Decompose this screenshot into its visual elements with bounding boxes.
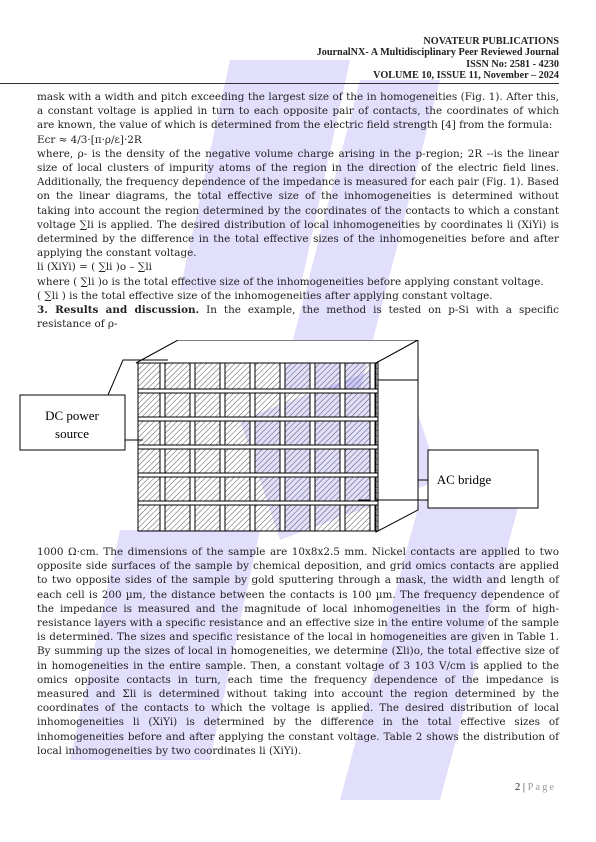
paragraph: mask with a width and pitch exceeding the largest size of the in homogeneities (Fig. 1). After this, a constant voltage is applied in turn to each opposite pair of contacts, the coordinates of which are known, the value of which is determined from the electric field strength [4] from the formula: <box>37 91 559 132</box>
ac-label: AC bridge <box>436 472 492 487</box>
paragraph: where ( ∑li )o is the total effective size of the inhomogeneities before applying constant voltage. <box>37 275 544 288</box>
issn: ISSN No: 2581 - 4230 <box>466 58 559 70</box>
grid-cells <box>138 363 378 531</box>
paragraph: ( ∑li ) is the total effective size of the inhomogeneities after applying constant voltage. <box>37 289 493 302</box>
page-number: 2 <box>514 782 521 793</box>
body-text-bottom <box>37 545 559 758</box>
body-text-top <box>37 90 559 331</box>
sample-side <box>376 340 418 532</box>
formula-li: li (XiYi) = ( ∑li )o – ∑li <box>37 261 152 274</box>
grid-row-contact <box>138 445 378 449</box>
formula-ecr: Ecr ≈ 4/3·[π·ρ/ε]·2R <box>37 133 142 146</box>
grid-row-contact <box>138 389 378 393</box>
journal-header <box>317 36 559 82</box>
figure-1-diagram <box>18 340 558 540</box>
dc-label-1: DC power <box>45 408 99 423</box>
page-footer <box>515 782 556 793</box>
page-separator: | <box>520 782 528 793</box>
publisher-name: NOVATEUR PUBLICATIONS <box>423 36 559 47</box>
grid-row-contact <box>138 473 378 477</box>
grid-row-contact <box>138 417 378 421</box>
journal-title: JournalNX- A Multidisciplinary Peer Reviewed Journal <box>316 47 559 59</box>
grid-row-contact <box>138 501 378 505</box>
section-lead: In the example, the method is tested on p-Si with a specific resistance of ρ- <box>37 304 559 331</box>
header-rule <box>0 83 559 84</box>
section-start <box>37 303 559 331</box>
volume-issue: VOLUME 10, ISSUE 11, November – 2024 <box>373 70 559 82</box>
page-label: Page <box>527 782 556 793</box>
paragraph: where, ρ- is the density of the negative volume charge arising in the p-region; 2R --is the linear size of local clusters of impurity atoms of the region in the direction of the electric field lines. Additionally, the frequency dependence of the impedance is measured for each pair (Fig. 1). Based on the linear diagrams, the total effective size of the inhomogeneities is determined without taking into account the region determined by the coordinates of the contacts to which a constant voltage ∑li is applied. The desired distribution of local inhomogeneities by coordinates li (XiYi) is determined by the difference in the total effective sizes of the inhomogeneities before and after applying the constant voltage. <box>37 147 559 260</box>
section-heading: 3. Results and discussion. <box>37 304 200 317</box>
paragraph: 1000 Ω·cm. The dimensions of the sample are 10x8x2.5 mm. Nickel contacts are applied to two opposite side surfaces of the sample by chemical deposition, and grid omics contacts are applied to two opposite sides of the sample by gold sputtering through a mask, the width and length of each cell is 200 µm, the distance between the contacts is 100 µm. The frequency dependence of the impedance is measured and the magnitude of local inhomogeneities in the form of high-resistance layers with a specific resistance and an effective size in the entire volume of the sample is determined. The sizes and specific resistance of the local in homogeneities are given in Table 1. By summing up the sizes of local in homogeneities, we determine (Σli)o, the total effective size of in homogeneities in the entire sample. Then, a constant voltage of 3 103 V/cm is applied to the omics opposite contacts in turn, each time the frequency dependence of the impedance is measured and Σli is determined without taking into account the region determined by the coordinates of the contacts to which the voltage is applied. The desired distribution of local inhomogeneities li (XiYi) is determined by the difference in the total effective sizes of inhomogeneities before and after applying the constant voltage. Table 2 shows the distribution of local inhomogeneities by two coordinates li (XiYi). <box>37 546 559 757</box>
sample-top <box>136 340 418 363</box>
dc-label-2: source <box>55 426 89 441</box>
